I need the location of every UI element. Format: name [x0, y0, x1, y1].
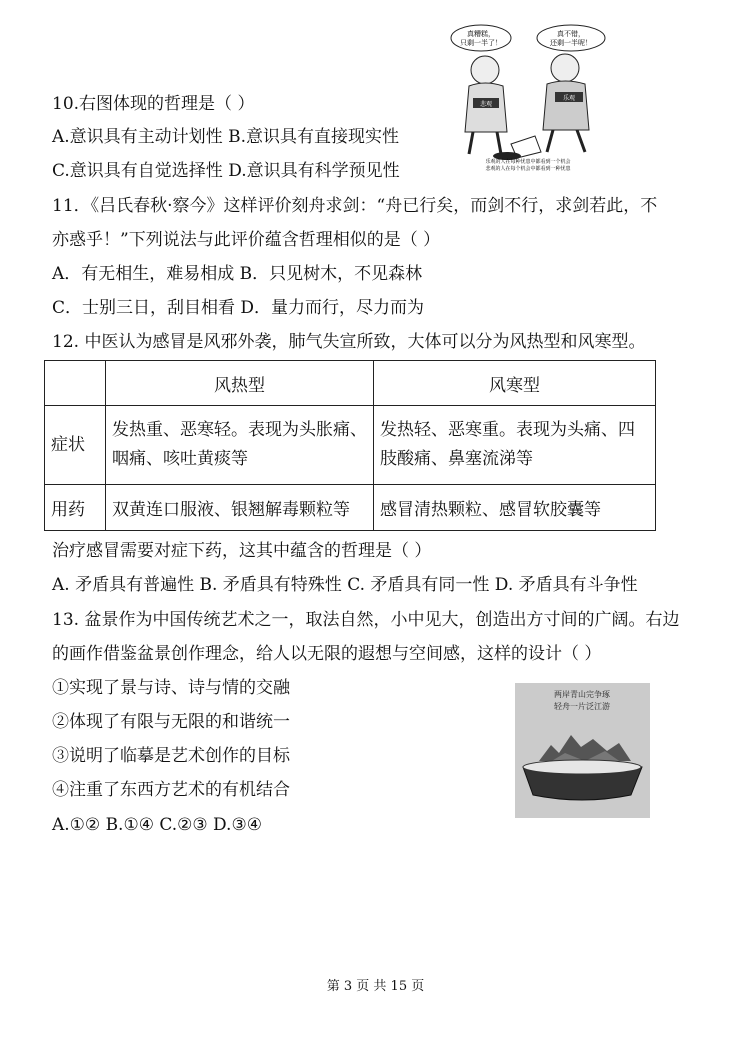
svg-text:真糟糕，: 真糟糕， — [467, 30, 495, 38]
wind-heat-medicine: 双黄连口服液、银翘解毒颗粒等 — [106, 485, 374, 531]
svg-text:两岸青山完争琢: 两岸青山完争琢 — [554, 690, 610, 699]
q11-options-ab: A．有无相生，难易相成 B．只见树木，不见森林 — [52, 264, 423, 284]
q11-stem-line1: 11．《吕氏春秋·察今》这样评价刻舟求剑：“舟已行矣，而剑不行，求剑若此，不 — [52, 196, 658, 216]
q13-options: A.①② B.①④ C.②③ D.③④ — [52, 815, 262, 835]
q12-followup: 治疗感冒需要对症下药，这其中蕴含的哲理是（ ） — [52, 541, 432, 561]
svg-text:悲观的人在每个机会中都看到一种忧患: 悲观的人在每个机会中都看到一种忧患 — [485, 166, 571, 172]
svg-text:还剩一半呢！: 还剩一半呢！ — [550, 39, 592, 47]
q13-item-4: ④注重了东西方艺术的有机结合 — [52, 780, 290, 800]
svg-text:乐观的人在每种忧患中都看到一个机会: 乐观的人在每种忧患中都看到一个机会 — [485, 159, 571, 165]
table-header-row — [45, 361, 656, 406]
svg-text:轻舟一片泛江游: 轻舟一片泛江游 — [554, 702, 610, 711]
q12-options: A. 矛盾具有普遍性 B. 矛盾具有特殊性 C. 矛盾具有同一性 D. 矛盾具有斗争性 — [52, 575, 638, 595]
wind-cold-header: 风寒型 — [374, 361, 656, 406]
row-label-symptoms: 症状 — [45, 406, 106, 485]
q10-stem: 10.右图体现的哲理是（ ） — [52, 94, 255, 114]
q12-stem: 12. 中医认为感冒是风邪外袭，肺气失宣所致，大体可以分为风热型和风寒型。 — [52, 332, 646, 352]
wind-heat-symptoms: 发热重、恶寒轻。表现为头胀痛、咽痛、咳吐黄痰等 — [106, 406, 374, 485]
wind-cold-symptoms: 发热轻、恶寒重。表现为头痛、四肢酸痛、鼻塞流涕等 — [374, 406, 656, 485]
wind-heat-header: 风热型 — [106, 361, 374, 406]
table-row — [45, 485, 656, 531]
q13-item-1: ①实现了景与诗、诗与情的交融 — [52, 678, 290, 698]
q10-options-cd: C.意识具有自觉选择性 D.意识具有科学预见性 — [52, 161, 400, 181]
q13-item-2: ②体现了有限与无限的和谐统一 — [52, 712, 290, 732]
q10-options-ab: A.意识具有主动计划性 B.意识具有直接现实性 — [52, 127, 399, 147]
table-corner-cell — [45, 361, 106, 406]
row-label-medicine: 用药 — [45, 485, 106, 531]
svg-text:只剩一半了！: 只剩一半了！ — [460, 39, 502, 47]
q11-stem-line2: 亦惑乎！”下列说法与此评价蕴含哲理相似的是（ ） — [52, 230, 441, 250]
svg-text:悲观: 悲观 — [479, 101, 493, 108]
svg-text:乐观: 乐观 — [562, 95, 576, 102]
optimist-pessimist-cartoon — [447, 22, 609, 172]
q13-item-3: ③说明了临摹是艺术创作的目标 — [52, 746, 290, 766]
q13-stem-line2: 的画作借鉴盆景创作理念，给人以无限的遐想与空间感，这样的设计（ ） — [52, 644, 602, 664]
table-row — [45, 406, 656, 485]
q13-stem-line1: 13. 盆景作为中国传统艺术之一，取法自然，小中见大，创造出方寸间的广阔。右边 — [52, 610, 680, 630]
cold-types-table — [44, 360, 656, 531]
q11-options-cd: C．士别三日，刮目相看 D．量力而行，尽力而为 — [52, 298, 425, 318]
page-number: 第 3 页 共 15 页 — [326, 979, 425, 994]
wind-cold-medicine: 感冒清热颗粒、感冒软胶囊等 — [374, 485, 656, 531]
svg-text:真不错，: 真不错， — [557, 30, 585, 38]
penjing-painting — [515, 683, 650, 818]
